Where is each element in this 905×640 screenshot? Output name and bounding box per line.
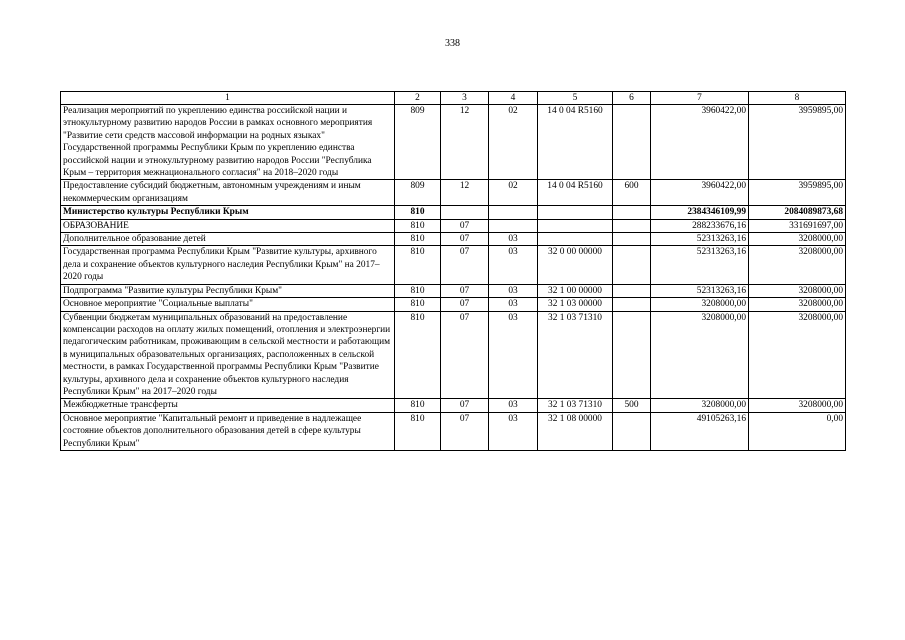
target-article-cell: 32 1 03 00000 — [538, 298, 613, 311]
section-code-cell: 07 — [441, 246, 489, 284]
amount-2020-cell: 3208000,00 — [749, 399, 846, 412]
section-code-cell: 07 — [441, 298, 489, 311]
subsection-code-cell: 03 — [489, 298, 538, 311]
ministry-code-cell: 809 — [395, 180, 441, 206]
expense-type-cell — [613, 298, 651, 311]
target-article-cell: 32 1 00 00000 — [538, 284, 613, 297]
amount-2020-cell: 3208000,00 — [749, 246, 846, 284]
row-name-cell: Основное мероприятие "Капитальный ремонт и приведение в надлежащее состояние объектов дополнительного образования детей в сфере культуры Республики Крым" — [61, 412, 395, 450]
expense-type-cell — [613, 206, 651, 219]
amount-2019-cell: 3208000,00 — [651, 298, 749, 311]
header-cell: 5 — [538, 92, 613, 105]
table-row — [61, 219, 846, 232]
row-name-cell: Государственная программа Республики Крым "Развитие культуры, архивного дела и сохранение объектов культурного наследия Республики Крым" на 2017–2020 годы — [61, 246, 395, 284]
header-cell: 8 — [749, 92, 846, 105]
ministry-code-cell: 810 — [395, 412, 441, 450]
target-article-cell: 14 0 04 R5160 — [538, 105, 613, 180]
expense-type-cell: 600 — [613, 180, 651, 206]
target-article-cell — [538, 233, 613, 246]
target-article-cell: 32 0 00 00000 — [538, 246, 613, 284]
section-code-cell: 07 — [441, 219, 489, 232]
expense-type-cell — [613, 412, 651, 450]
target-article-cell — [538, 219, 613, 232]
expense-type-cell — [613, 311, 651, 399]
row-name-cell: Дополнительное образование детей — [61, 233, 395, 246]
amount-2020-cell: 0,00 — [749, 412, 846, 450]
header-row — [61, 92, 846, 105]
expense-type-cell: 500 — [613, 399, 651, 412]
ministry-code-cell: 810 — [395, 298, 441, 311]
subsection-code-cell: 03 — [489, 233, 538, 246]
amount-2019-cell: 2384346109,99 — [651, 206, 749, 219]
ministry-code-cell: 810 — [395, 284, 441, 297]
ministry-code-cell: 810 — [395, 311, 441, 399]
header-cell: 2 — [395, 92, 441, 105]
table-row — [61, 399, 846, 412]
page-number: 338 — [445, 38, 460, 49]
header-cell: 7 — [651, 92, 749, 105]
section-code-cell: 07 — [441, 311, 489, 399]
expense-type-cell — [613, 246, 651, 284]
ministry-code-cell: 810 — [395, 219, 441, 232]
row-name-cell: Подпрограмма "Развитие культуры Республики Крым" — [61, 284, 395, 297]
amount-2020-cell: 3208000,00 — [749, 311, 846, 399]
section-code-cell: 07 — [441, 284, 489, 297]
section-code-cell: 07 — [441, 399, 489, 412]
amount-2019-cell: 3208000,00 — [651, 311, 749, 399]
row-name-cell: ОБРАЗОВАНИЕ — [61, 219, 395, 232]
ministry-code-cell: 810 — [395, 399, 441, 412]
amount-2020-cell: 3208000,00 — [749, 284, 846, 297]
target-article-cell: 32 1 03 71310 — [538, 399, 613, 412]
amount-2019-cell: 52313263,16 — [651, 284, 749, 297]
table-row — [61, 412, 846, 450]
table-row — [61, 246, 846, 284]
amount-2019-cell: 52313263,16 — [651, 233, 749, 246]
amount-2019-cell: 49105263,16 — [651, 412, 749, 450]
table-row — [61, 180, 846, 206]
target-article-cell: 32 1 08 00000 — [538, 412, 613, 450]
ministry-code-cell: 810 — [395, 233, 441, 246]
amount-2019-cell: 3960422,00 — [651, 180, 749, 206]
subsection-code-cell — [489, 219, 538, 232]
subsection-code-cell: 03 — [489, 246, 538, 284]
section-code-cell: 07 — [441, 233, 489, 246]
subsection-code-cell — [489, 206, 538, 219]
target-article-cell: 32 1 03 71310 — [538, 311, 613, 399]
expense-type-cell — [613, 233, 651, 246]
amount-2020-cell: 3959895,00 — [749, 180, 846, 206]
table-row — [61, 206, 846, 219]
table-row — [61, 284, 846, 297]
subsection-code-cell: 03 — [489, 412, 538, 450]
target-article-cell: 14 0 04 R5160 — [538, 180, 613, 206]
header-cell: 1 — [61, 92, 395, 105]
table-row — [61, 311, 846, 399]
table-row — [61, 298, 846, 311]
expense-type-cell — [613, 219, 651, 232]
amount-2019-cell: 288233676,16 — [651, 219, 749, 232]
section-code-cell — [441, 206, 489, 219]
amount-2020-cell: 331691697,00 — [749, 219, 846, 232]
section-code-cell: 07 — [441, 412, 489, 450]
expense-type-cell — [613, 105, 651, 180]
ministry-code-cell: 809 — [395, 105, 441, 180]
table-row — [61, 105, 846, 180]
row-name-cell: Реализация мероприятий по укреплению единства российской нации и этнокультурному развитию народов России в рамках основного мероприятия "Развитие сети средств массовой информации на родных языках" Государственной программы Республики Крым по укреплению единства российской нации и этнокультурному развитию народов России "Республика Крым – территория межнационального согласия" на 2018–2020 годы — [61, 105, 395, 180]
row-name-cell: Межбюджетные трансферты — [61, 399, 395, 412]
header-cell: 3 — [441, 92, 489, 105]
ministry-code-cell: 810 — [395, 206, 441, 219]
amount-2019-cell: 3208000,00 — [651, 399, 749, 412]
section-code-cell: 12 — [441, 180, 489, 206]
amount-2019-cell: 52313263,16 — [651, 246, 749, 284]
header-cell: 6 — [613, 92, 651, 105]
ministry-code-cell: 810 — [395, 246, 441, 284]
amount-2020-cell: 3208000,00 — [749, 233, 846, 246]
subsection-code-cell: 03 — [489, 284, 538, 297]
subsection-code-cell: 02 — [489, 105, 538, 180]
budget-table — [60, 91, 846, 451]
amount-2020-cell: 2084089873,68 — [749, 206, 846, 219]
row-name-cell: Основное мероприятие "Социальные выплаты" — [61, 298, 395, 311]
subsection-code-cell: 03 — [489, 311, 538, 399]
amount-2019-cell: 3960422,00 — [651, 105, 749, 180]
row-name-cell: Предоставление субсидий бюджетным, автономным учреждениям и иным некоммерческим организациям — [61, 180, 395, 206]
expense-type-cell — [613, 284, 651, 297]
header-cell: 4 — [489, 92, 538, 105]
row-name-cell: Субвенции бюджетам муниципальных образований на предоставление компенсации расходов на оплату жилых помещений, отопления и электроэнергии педагогическим работникам, проживающим в сельской местности и работающим в муниципальных образовательных организациях, расположенных в сельской местности, в рамках Государственной программы Республики Крым "Развитие культуры, архивного дела и сохранение объектов культурного наследия Республики Крым" на 2017–2020 годы — [61, 311, 395, 399]
target-article-cell — [538, 206, 613, 219]
section-code-cell: 12 — [441, 105, 489, 180]
subsection-code-cell: 02 — [489, 180, 538, 206]
amount-2020-cell: 3959895,00 — [749, 105, 846, 180]
row-name-cell: Министерство культуры Республики Крым — [61, 206, 395, 219]
subsection-code-cell: 03 — [489, 399, 538, 412]
amount-2020-cell: 3208000,00 — [749, 298, 846, 311]
table-row — [61, 233, 846, 246]
